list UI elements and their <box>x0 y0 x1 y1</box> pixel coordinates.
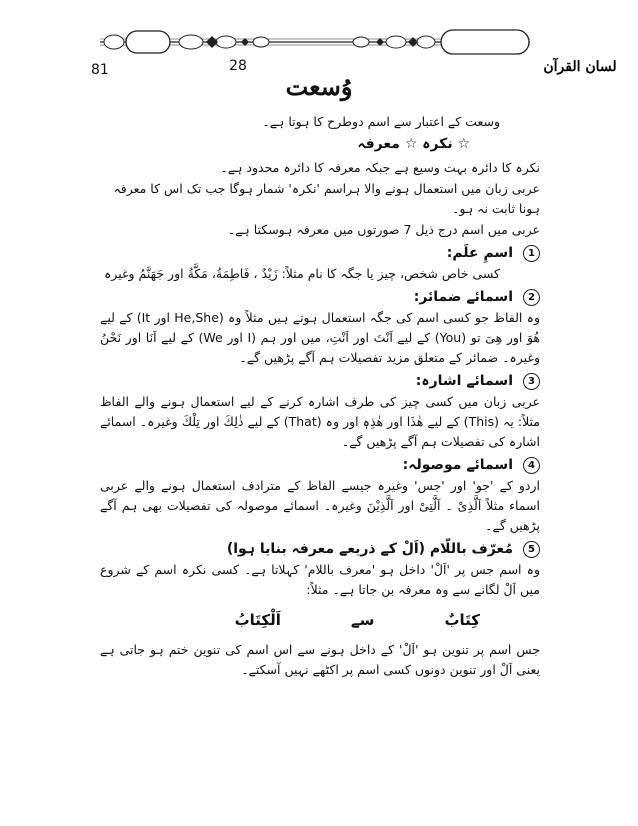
section-number: 1 <box>523 245 540 262</box>
section-heading <box>100 539 540 559</box>
section-heading-text: اسمائے ضمائر: <box>413 289 513 305</box>
page-body <box>100 112 540 681</box>
section-heading <box>100 287 540 307</box>
intro-line: وسعت کے اعتبار سے اسم دوطرح کا ہوتا ہے۔ <box>262 114 500 129</box>
section-number: 5 <box>523 541 540 558</box>
section-number: 2 <box>523 289 540 306</box>
section-heading <box>100 243 540 263</box>
example-arrow: سے <box>350 611 375 629</box>
section-body: وہ الفاظ جو کسی اسم کی جگہ استعمال ہوتے ہیں مثلاً وہ (He,She اور It) کے لیے ھُوَ اور ھِیَ تو (You) کے لیے اَنْتَ اور اَنْتِ، میں اور ہم (I اور We) کے لیے اَنَا اور نَحْنُ وغیرہ۔ ضمائر کے متعلق مزید تفصیلات ہم آگے پڑھیں گے۔ <box>100 310 541 365</box>
body-line: نکرہ کا دائرہ بہت وسیع ہے جبکہ معرفہ کا دائرہ محدود ہے۔ <box>220 160 540 175</box>
body-line: عربی زبان میں استعمال ہونے والا ہراسم 'نکرہ' شمار ہوگا جب تک اس کا معرفہ ہونا ثابت نہ ہو۔ <box>113 181 540 216</box>
section-heading-text: مُعرّف باللّام (اَلْ کے ذریعے معرفہ بنایا ہوا) <box>226 541 513 557</box>
section-heading <box>100 455 540 475</box>
closing-paragraph: جس اسم پر تنوین ہو 'اَلْ' کے داخل ہونے سے اس اسم کی تنوین ختم ہو جاتی ہے یعنی اَلْ اور تنوین دونوں کسی اسم پر اکٹھے نہیں آسکتے۔ <box>100 642 540 677</box>
section-body: وہ اسم جس پر 'اَلْ' داخل ہو 'معرف باللام' کہلاتا ہے۔ کسی نکرہ اسم کے شروع میں اَلْ لگانے سے وہ معرفہ بن جاتا ہے۔ مثلاً: <box>100 562 540 597</box>
section-heading <box>100 371 540 391</box>
section-heading-text: اسمائے موصولہ: <box>402 457 513 473</box>
page-number: 28 <box>229 58 247 74</box>
body-line: عربی میں اسم درج ذیل 7 صورتوں میں معرفہ ہوسکتا ہے۔ <box>227 222 540 237</box>
book-title: لسان القرآن <box>543 59 617 75</box>
header-ornament <box>96 26 534 58</box>
section-heading-text: اسمِ علَم: <box>446 245 513 261</box>
example-row <box>100 610 540 630</box>
example-from: کِتَابٌ <box>444 611 480 629</box>
section-body: اردو کے 'جو' اور 'جس' وغیرہ جیسے الفاظ کے مترادف استعمال ہونے والے عربی اسماء مثلاً اَلَّذِیْ ۔ اَلَّتِیْ اور اَلَّذِیْنَ وغیرہ۔ اسمائے موصولہ کی تفصیلات بھی ہم آگے پڑھیں گے۔ <box>100 478 540 533</box>
section-heading-text: اسمائے اشارہ: <box>415 373 513 389</box>
types-line: ☆ نکرہ ☆ معرفہ <box>357 136 470 152</box>
section-body: کسی خاص شخص، چیز یا جگہ کا نام مثلاً: زَیْدٌ ، فَاطِمَةُ، مَکَّةُ اور جَھَنَّمُ وغیرہ <box>103 266 500 281</box>
section-number: 3 <box>523 373 540 390</box>
chapter-title: وُسعت <box>285 72 353 101</box>
section-body: عربی زبان میں کسی چیز کی طرف اشارہ کرنے کے لیے استعمال ہونے والے الفاظ مثلاً: یہ (This) کے لیے ھٰذَا اور ھٰذِہٖ اور وہ (That) کے لیے ذٰلِكَ اور تِلْكَ وغیرہ۔ اسمائے اشارہ کی تفصیلات ہم آگے پڑھیں گے۔ <box>100 394 541 449</box>
example-to: اَلْکِتَابُ <box>234 611 281 629</box>
section-number: 4 <box>523 457 540 474</box>
printed-page-number: 81 <box>91 62 109 78</box>
